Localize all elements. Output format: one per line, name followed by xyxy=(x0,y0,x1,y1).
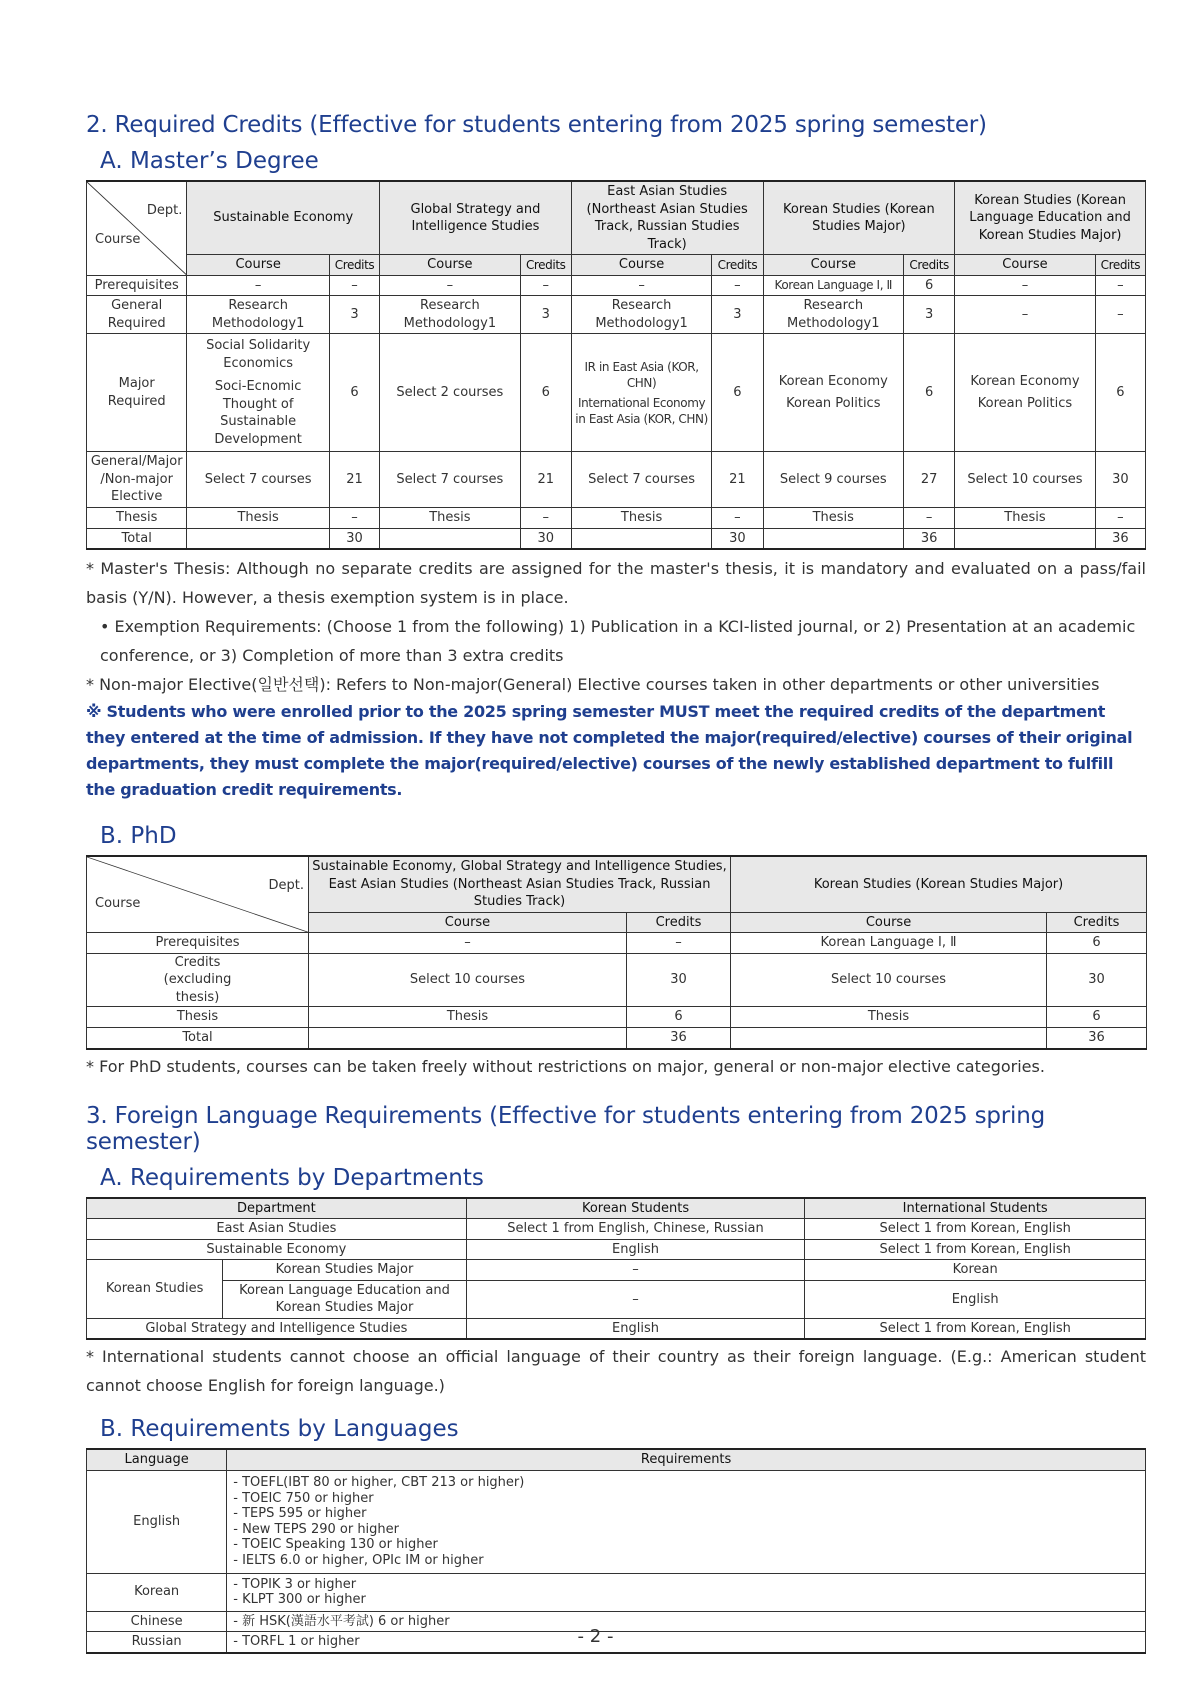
language-label: Russian xyxy=(87,1632,227,1653)
row-label: Thesis xyxy=(87,1007,309,1028)
cell: 3 xyxy=(520,296,571,334)
requirements-cell xyxy=(227,1573,1146,1611)
cell: Select 1 from Korean, English xyxy=(805,1219,1146,1240)
table-row xyxy=(87,1318,1146,1339)
header-diagonal-cell xyxy=(87,181,187,275)
sub-header-course: Course xyxy=(380,255,521,276)
dept-header: East Asian Studies (Northeast Asian Studies Track, Russian Studies Track) xyxy=(571,181,763,255)
table-row xyxy=(87,1573,1146,1611)
note-non-major: * Non-major Elective(일반선택): Refers to Non-major(General) Elective courses taken in other departments or other universities xyxy=(86,675,1100,695)
table-row xyxy=(87,1028,1147,1049)
cell: – xyxy=(1095,275,1145,296)
cell: Select 2 courses xyxy=(380,334,521,452)
cell: Thesis xyxy=(955,508,1096,529)
note-exemption: • Exemption Requirements: (Choose 1 from the following) 1) Publication in a KCI-listed journal, or 2) Presentation at an academic conference, or 3) Completion of more than 3 extra credits xyxy=(100,617,1136,666)
cell: Thesis xyxy=(731,1007,1047,1028)
cell: 36 xyxy=(1047,1028,1147,1049)
course-name: Korean Economy xyxy=(778,374,888,390)
cell: – xyxy=(466,1280,805,1318)
col-header: International Students xyxy=(805,1198,1146,1219)
cell xyxy=(187,528,330,549)
course-label: Course xyxy=(95,232,141,248)
cell xyxy=(309,1028,627,1049)
table-row xyxy=(87,1280,1146,1318)
header-diagonal-cell xyxy=(87,856,309,933)
cell: Korean Language Ⅰ, Ⅱ xyxy=(731,933,1047,954)
cell: – xyxy=(187,275,330,296)
course-label: Course xyxy=(95,895,141,911)
cell xyxy=(380,528,521,549)
cell: – xyxy=(712,275,763,296)
cell: English xyxy=(805,1280,1146,1318)
dept-header: Korean Studies (Korean Language Education and Korean Studies Major) xyxy=(955,181,1146,255)
col-header: Language xyxy=(87,1449,227,1470)
dept-header: Global Strategy and Intelligence Studies xyxy=(380,181,572,255)
cell: 30 xyxy=(712,528,763,549)
cell xyxy=(571,334,712,452)
sub-header-credits: Credits xyxy=(329,255,379,276)
cell: Research Methodology1 xyxy=(571,296,712,334)
phd-credits-table xyxy=(86,855,1147,1049)
dept-label: Dept. xyxy=(268,878,304,894)
cell: Research Methodology1 xyxy=(763,296,904,334)
cell: English xyxy=(466,1239,805,1260)
cell: 21 xyxy=(520,452,571,508)
cell: Korean Studies Major xyxy=(223,1260,466,1281)
sub-header-course: Course xyxy=(571,255,712,276)
requirement-item: - IELTS 6.0 or higher, OPIc IM or higher xyxy=(233,1552,484,1568)
sub-header-course: Course xyxy=(309,912,627,933)
table-row xyxy=(87,1260,1146,1281)
cell: 3 xyxy=(329,296,379,334)
sub-header-credits: Credits xyxy=(1095,255,1145,276)
cell: 6 xyxy=(904,334,955,452)
cell xyxy=(187,334,330,452)
cell: – xyxy=(329,275,379,296)
section-2-title: 2. Required Credits (Effective for students entering from 2025 spring semester) xyxy=(86,112,987,138)
table-row xyxy=(87,275,1146,296)
row-label: Prerequisites xyxy=(87,275,187,296)
cell: 6 xyxy=(1047,933,1147,954)
phd-title: B. PhD xyxy=(100,823,177,850)
row-label: Total xyxy=(87,528,187,549)
requirements-cell xyxy=(227,1470,1146,1573)
cell: 3 xyxy=(904,296,955,334)
cell: Korean Studies xyxy=(87,1260,223,1319)
cell: – xyxy=(1095,508,1145,529)
cell: – xyxy=(1095,296,1145,334)
cell: 30 xyxy=(329,528,379,549)
cell: 36 xyxy=(1095,528,1145,549)
table-row xyxy=(87,933,1147,954)
row-label: General Required xyxy=(87,296,187,334)
cell: 6 xyxy=(712,334,763,452)
cell: – xyxy=(520,275,571,296)
cell: Select 9 courses xyxy=(763,452,904,508)
cell: Thesis xyxy=(380,508,521,529)
course-name: IR in East Asia (KOR, CHN) xyxy=(584,359,699,390)
cell: Research Methodology1 xyxy=(187,296,330,334)
row-label: Major Required xyxy=(87,334,187,452)
cell: 6 xyxy=(1095,334,1145,452)
requirement-item: - TOPIK 3 or higher xyxy=(233,1576,357,1592)
cell: Select 1 from English, Chinese, Russian xyxy=(466,1219,805,1240)
language-label: Chinese xyxy=(87,1611,227,1632)
col-header: Requirements xyxy=(227,1449,1146,1470)
cell: 30 xyxy=(627,953,731,1007)
note-thesis: * Master's Thesis: Although no separate credits are assigned for the master's thesis, it is mandatory and evaluated on a pass/fail basis (Y/N). However, a thesis exemption system is in place. xyxy=(86,559,1146,608)
requirement-item: - TOEFL(IBT 80 or higher, CBT 213 or higher) xyxy=(233,1474,525,1490)
cell: Select 1 from Korean, English xyxy=(805,1318,1146,1339)
cell: Research Methodology1 xyxy=(380,296,521,334)
cell xyxy=(763,528,904,549)
sub-header-credits: Credits xyxy=(712,255,763,276)
requirement-item: - 新 HSK(漢語水平考試) 6 or higher xyxy=(233,1613,450,1629)
dept-requirements-title: A. Requirements by Departments xyxy=(100,1164,484,1191)
cell: 27 xyxy=(904,452,955,508)
cell xyxy=(955,528,1096,549)
cell: Select 7 courses xyxy=(571,452,712,508)
table-row xyxy=(87,508,1146,529)
cell: – xyxy=(520,508,571,529)
cell: Select 10 courses xyxy=(955,452,1096,508)
table-row xyxy=(87,953,1147,1007)
cell: Select 1 from Korean, English xyxy=(805,1239,1146,1260)
course-name: Soci-Ecnomic Thought of Sustainable Development xyxy=(214,379,302,447)
table-row xyxy=(87,1007,1147,1028)
table-row xyxy=(87,452,1146,508)
international-note: * International students cannot choose an official language of their country as their foreign language. (E.g.: American student cannot choose English for foreign language.) xyxy=(86,1347,1146,1396)
requirement-item: - TOEIC Speaking 130 or higher xyxy=(233,1537,438,1553)
dept-header: Korean Studies (Korean Studies Major) xyxy=(731,856,1147,912)
cell: 30 xyxy=(1095,452,1145,508)
requirement-item: - TORFL 1 or higher xyxy=(233,1634,360,1650)
cell: 6 xyxy=(627,1007,731,1028)
table-row xyxy=(87,334,1146,452)
cell: Global Strategy and Intelligence Studies xyxy=(87,1318,467,1339)
table-row xyxy=(87,1219,1146,1240)
row-label: Credits (excluding thesis) xyxy=(87,953,309,1007)
language-requirements-table xyxy=(86,1448,1146,1653)
cell: East Asian Studies xyxy=(87,1219,467,1240)
cell: – xyxy=(627,933,731,954)
dept-label: Dept. xyxy=(146,203,183,218)
section-3-title: 3. Foreign Language Requirements (Effective for students entering from 2025 spring semester) xyxy=(86,1102,1045,1155)
cell: – xyxy=(380,275,521,296)
cell: – xyxy=(309,933,627,954)
dept-language-table xyxy=(86,1197,1146,1341)
table-row xyxy=(87,1470,1146,1573)
sub-header-course: Course xyxy=(763,255,904,276)
cell: Select 10 courses xyxy=(731,953,1047,1007)
course-name: Social Solidarity Economics xyxy=(206,338,311,371)
cell: Select 7 courses xyxy=(380,452,521,508)
cell: 30 xyxy=(520,528,571,549)
cell: Thesis xyxy=(763,508,904,529)
cell: 21 xyxy=(329,452,379,508)
dept-header: Korean Studies (Korean Studies Major) xyxy=(763,181,955,255)
requirement-item: - New TEPS 290 or higher xyxy=(233,1521,399,1537)
cell: 21 xyxy=(712,452,763,508)
masters-credits-table xyxy=(86,180,1146,550)
language-label: English xyxy=(87,1470,227,1573)
cell: – xyxy=(904,508,955,529)
cell: Sustainable Economy xyxy=(87,1239,467,1260)
table-row xyxy=(87,528,1146,549)
cell: 3 xyxy=(712,296,763,334)
cell: 30 xyxy=(1047,953,1147,1007)
course-name: International Economy in East Asia (KOR, CHN) xyxy=(575,395,708,427)
sub-header-credits: Credits xyxy=(627,912,731,933)
cell: – xyxy=(571,275,712,296)
cell: Thesis xyxy=(309,1007,627,1028)
dept-header: Sustainable Economy, Global Strategy and Intelligence Studies, East Asian Studies (Northeast Asian Studies Track, Russian Studies Track) xyxy=(309,856,731,912)
note-prior-students: ※ Students who were enrolled prior to the 2025 spring semester MUST meet the required credits of the department they entered at the time of admission. If they have not completed the major(required/elective) courses of their original departments, they must complete the major(required/elective) courses of the newly established department to fulfill the graduation credit requirements. xyxy=(86,702,1133,800)
cell xyxy=(955,334,1096,452)
cell xyxy=(571,528,712,549)
masters-notes xyxy=(86,554,1146,803)
row-label: General/Major /Non-major Elective xyxy=(87,452,187,508)
dept-header: Sustainable Economy xyxy=(187,181,380,255)
col-header: Department xyxy=(87,1198,467,1219)
phd-note: * For PhD students, courses can be taken freely without restrictions on major, general or non-major elective categories. xyxy=(86,1056,1045,1076)
cell: Select 10 courses xyxy=(309,953,627,1007)
cell xyxy=(763,334,904,452)
cell: 6 xyxy=(904,275,955,296)
table-row xyxy=(87,296,1146,334)
course-name: Korean Politics xyxy=(786,395,881,411)
masters-title: A. Master’s Degree xyxy=(100,148,319,174)
cell: 36 xyxy=(627,1028,731,1049)
cell: English xyxy=(466,1318,805,1339)
language-label: Korean xyxy=(87,1573,227,1611)
cell: 6 xyxy=(520,334,571,452)
cell: 36 xyxy=(904,528,955,549)
language-requirements-title: B. Requirements by Languages xyxy=(100,1416,459,1443)
cell: Thesis xyxy=(187,508,330,529)
row-label: Thesis xyxy=(87,508,187,529)
requirement-item: - KLPT 300 or higher xyxy=(233,1592,366,1608)
sub-header-course: Course xyxy=(187,255,330,276)
cell: – xyxy=(955,275,1096,296)
cell: 6 xyxy=(1047,1007,1147,1028)
sub-header-credits: Credits xyxy=(904,255,955,276)
cell: Select 7 courses xyxy=(187,452,330,508)
course-name: Korean Economy xyxy=(970,374,1080,390)
sub-header-credits: Credits xyxy=(1047,912,1147,933)
sub-header-course: Course xyxy=(731,912,1047,933)
cell: Thesis xyxy=(571,508,712,529)
sub-header-course: Course xyxy=(955,255,1096,276)
table-row xyxy=(87,1239,1146,1260)
cell: – xyxy=(955,296,1096,334)
cell: – xyxy=(712,508,763,529)
cell: 6 xyxy=(329,334,379,452)
cell: Korean xyxy=(805,1260,1146,1281)
requirement-item: - TEPS 595 or higher xyxy=(233,1506,367,1522)
document-page xyxy=(86,108,1146,1654)
sub-header-credits: Credits xyxy=(520,255,571,276)
cell: Korean Language Education and Korean Studies Major xyxy=(223,1280,466,1318)
row-label: Prerequisites xyxy=(87,933,309,954)
cell: – xyxy=(466,1260,805,1281)
row-label: Total xyxy=(87,1028,309,1049)
cell: Korean Language Ⅰ, Ⅱ xyxy=(763,275,904,296)
page-number: - 2 - xyxy=(577,1626,614,1647)
cell xyxy=(731,1028,1047,1049)
requirement-item: - TOEIC 750 or higher xyxy=(233,1490,374,1506)
course-name: Korean Politics xyxy=(977,395,1073,411)
col-header: Korean Students xyxy=(466,1198,805,1219)
cell: – xyxy=(329,508,379,529)
